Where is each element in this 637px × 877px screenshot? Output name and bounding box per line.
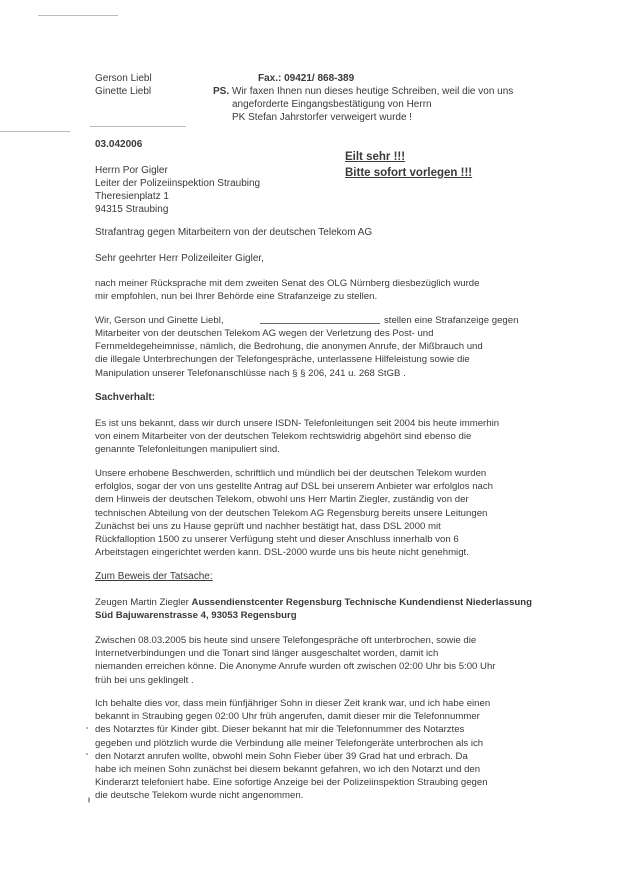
witness-address-1: Aussendienstcenter Regensburg Technische Kundendienst Niederlassung — [191, 597, 533, 608]
complaint-opening-end: stellen eine Strafanzeige gegen — [384, 315, 519, 326]
recipient-line-1: Herrn Por Gigler — [95, 165, 168, 176]
text-line: Unsere erhobene Beschwerden, schriftlich und mündlich bei der deutschen Telekom wurden — [95, 468, 487, 479]
witness-address-2: Süd Bajuwarenstrasse 4, 93053 Regensburg — [95, 610, 297, 621]
text-line: die deutsche Telekom wurde nicht angenommen. — [95, 790, 304, 802]
evidence-heading: Zum Beweis der Tatsache: — [95, 571, 213, 582]
fax-number: Fax.: 09421/ 868-389 — [258, 73, 355, 84]
text-line: Es ist uns bekannt, dass wir durch unsere ISDN- Telefonleitungen seit 2004 bis heute immerhin — [95, 418, 500, 429]
text-line: gegeben und plötzlich wurde die Verbindung alle meiner Telefongeräte unterbrochen als ich — [95, 737, 484, 749]
sender-name-2: Ginette Liebl — [95, 86, 152, 97]
urgent-note-2: Bitte sofort vorlegen !!! — [345, 167, 473, 179]
text-line: erfolglos, sogar der von uns gestellte Antrag auf DSL bei unserem Anbieter war erfolglos nach — [95, 481, 494, 493]
recipient-line-4: 94315 Straubing — [95, 204, 169, 215]
scan-speck — [86, 753, 88, 755]
scan-artifact-line — [38, 15, 118, 16]
scan-speck — [88, 797, 90, 803]
witness-name: Zeugen Martin Ziegler — [95, 597, 189, 608]
text-line: früh bei uns geklingelt . — [95, 674, 194, 686]
complaint-opening: Wir, Gerson und Ginette Liebl, — [95, 315, 224, 326]
text-line: den Notarzt anrufen wollte, obwohl mein Sohn Fieber über 39 Grad hat und erbrach. Da — [95, 750, 468, 762]
ps-line-3: PK Stefan Jahrstorfer verweigert wurde ! — [232, 112, 413, 123]
text-line: Kinderarzt telefoniert habe. Eine sofortige Anzeige bei der Polizeiinspektion Straubing gegen — [95, 777, 488, 789]
facts-heading: Sachverhalt: — [95, 392, 156, 403]
text-line: Manipulation unserer Telefonanschlüsse nach § § 206, 241 u. 268 StGB . — [95, 367, 406, 379]
subject-line: Strafantrag gegen Mitarbeitern von der deutschen Telekom AG — [95, 227, 373, 238]
recipient-line-3: Theresienplatz 1 — [95, 191, 169, 202]
sender-name-1: Gerson Liebl — [95, 73, 152, 84]
ps-line-1: Wir faxen Ihnen nun dieses heutige Schreiben, weil die von uns — [232, 86, 514, 97]
witness-line-1 — [95, 596, 532, 609]
scan-artifact-line — [0, 131, 70, 132]
text-line: Zwischen 08.03.2005 bis heute sind unsere Telefongespräche oft unterbrochen, sowie die — [95, 635, 477, 646]
salutation: Sehr geehrter Herr Polizeileiter Gigler, — [95, 253, 264, 264]
recipient-line-2: Leiter der Polizeiinspektion Straubing — [95, 178, 261, 189]
scan-artifact-line — [90, 126, 186, 127]
text-line: mir empfohlen, nun bei Ihrer Behörde eine Strafanzeige zu stellen. — [95, 291, 378, 303]
facts-paragraph — [95, 417, 565, 457]
letter-date: 03.042006 — [95, 139, 143, 150]
incident-paragraph — [95, 697, 565, 803]
text-line: technischen Abteilung von der deutschen Telekom AG Regensburg bereits unsere Leitungen — [95, 507, 488, 519]
text-line: von einem Mitarbeiter von der deutschen Telekom rechtswidrig abgehört sind ebenso die — [95, 431, 472, 443]
interruptions-paragraph — [95, 634, 565, 687]
text-line: habe ich meinen Sohn zunächst bei diesem bekannt gefahren, wo ich den Notarzt und den — [95, 764, 481, 776]
text-line: Internetverbindungen und die Tonart sind länger ausgeschaltet worden, damit ich — [95, 648, 439, 660]
text-line: Ich behalte dies vor, dass mein fünfjähriger Sohn in dieser Zeit krank war, und ich habe einen — [95, 698, 491, 709]
scan-speck — [86, 727, 88, 729]
text-line: des Notarztes für Kinder gibt. Dieser bekannt hat mir die Telefonnummer des Notarztes — [95, 724, 465, 736]
ps-label: PS. — [213, 86, 230, 97]
text-line: Mitarbeiter von der deutschen Telekom AG wegen der Verletzung des Post- und — [95, 328, 434, 339]
text-line: bekannt in Straubing gegen 02:00 Uhr früh angerufen, damit dieser mir die Telefonnummer — [95, 711, 480, 723]
complaint-paragraph — [95, 327, 565, 380]
blank-signature-line — [260, 323, 380, 324]
text-line: Rückfalloption 1500 zu unserer Verfügung steht und dieser Anschluss innerhalb von 6 — [95, 534, 459, 546]
urgent-note-1: Eilt sehr !!! — [345, 151, 406, 163]
text-line: niemanden erreichen könne. Die Anonyme Anrufe wurden oft zwischen 02:00 Uhr bis 5:00 Uhr — [95, 661, 496, 673]
complaints-paragraph — [95, 467, 565, 559]
text-line: Zunächst bei uns zu Hause geprüft und nachher bestätigt hat, dass DSL 2000 mit — [95, 520, 441, 532]
ps-line-2: angeforderte Eingangsbestätigung von Herrn — [232, 99, 432, 110]
text-line: Arbeitstagen eingerichtet werden kann. DSL-2000 wurde uns bis heute nicht genehmigt. — [95, 547, 469, 559]
text-line: nach meiner Rücksprache mit dem zweiten Senat des OLG Nürnberg diesbezüglich wurde — [95, 278, 480, 289]
text-line: genannte Telefonleitungen manipuliert sind. — [95, 444, 280, 456]
text-line: die illegale Unterbrechungen der Telefongespräche, unterlassene Hilfeleistung sowie die — [95, 354, 470, 366]
intro-paragraph — [95, 277, 565, 303]
text-line: Fernmeldegeheimnisse, nämlich, die Bedrohung, die anonymen Anrufe, der Mißbrauch und — [95, 341, 483, 353]
text-line: dem Hinweis der deutschen Telekom, obwohl uns Herr Martin Ziegler, zuständig von der — [95, 494, 469, 506]
